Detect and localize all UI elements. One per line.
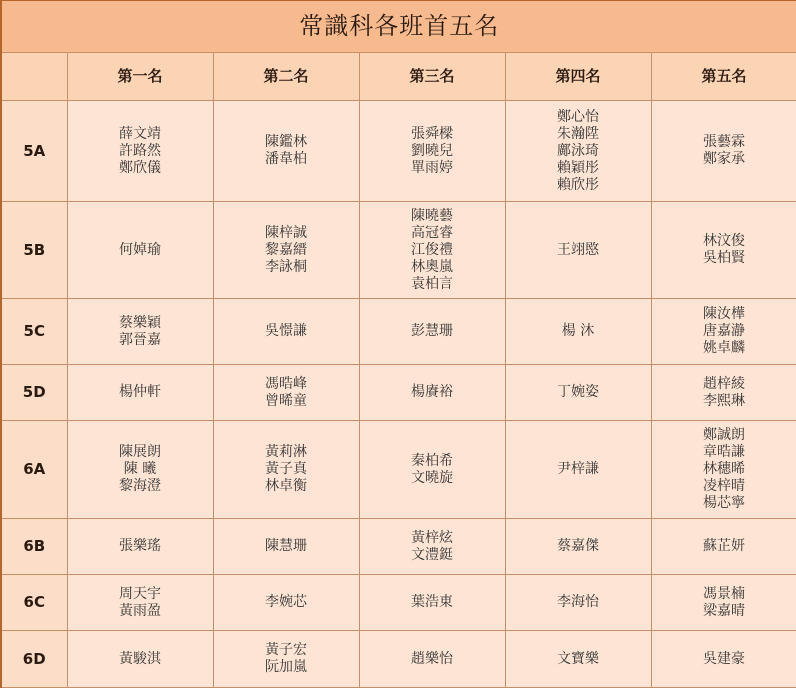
student-name: 賴欣彤 xyxy=(506,177,651,194)
student-name: 李海怡 xyxy=(506,594,651,611)
student-name: 林卓衡 xyxy=(214,478,359,495)
class-label: 6A xyxy=(1,421,67,519)
student-name: 周天宇 xyxy=(68,586,213,603)
rank-cell xyxy=(505,299,651,365)
student-name: 鄭誠朗 xyxy=(652,427,796,444)
student-name: 吳憬謙 xyxy=(214,323,359,340)
student-name: 葉浩東 xyxy=(360,594,505,611)
student-name: 單雨婷 xyxy=(360,160,505,177)
student-name: 黎海澄 xyxy=(68,478,213,495)
rank-cell xyxy=(359,421,505,519)
class-label: 5D xyxy=(1,365,67,421)
student-name: 黃駿淇 xyxy=(68,651,213,668)
student-name: 陳鑑林 xyxy=(214,134,359,151)
student-name: 阮加嵐 xyxy=(214,659,359,676)
table-row xyxy=(1,631,796,688)
rank-cell xyxy=(651,202,796,299)
student-name: 尹梓謙 xyxy=(506,461,651,478)
student-name: 趙梓綾 xyxy=(652,376,796,393)
student-name: 許路然 xyxy=(68,143,213,160)
student-name: 楊芯寧 xyxy=(652,495,796,512)
rank-cell xyxy=(67,365,213,421)
rank-cell xyxy=(505,202,651,299)
student-name: 林奧嵐 xyxy=(360,259,505,276)
table-row xyxy=(1,299,796,365)
student-name: 曾晞童 xyxy=(214,393,359,410)
rank-cell xyxy=(505,519,651,575)
rank-cell xyxy=(359,299,505,365)
student-name: 吳柏賢 xyxy=(652,250,796,267)
student-name: 何婥瑜 xyxy=(68,242,213,259)
rank-cell xyxy=(359,365,505,421)
student-name: 馮晧峰 xyxy=(214,376,359,393)
rank-cell xyxy=(213,365,359,421)
student-name: 文曉旋 xyxy=(360,470,505,487)
class-label: 6B xyxy=(1,519,67,575)
rank-cell xyxy=(505,421,651,519)
student-name: 陳曉藝 xyxy=(360,208,505,225)
student-name: 黎嘉縉 xyxy=(214,242,359,259)
student-name: 鄺泳琦 xyxy=(506,143,651,160)
student-name: 凌梓晴 xyxy=(652,478,796,495)
rank-cell xyxy=(651,365,796,421)
student-name: 黃子真 xyxy=(214,461,359,478)
header-corner-cell xyxy=(1,53,67,101)
header-rank-3: 第三名 xyxy=(359,53,505,101)
student-name: 黃莉淋 xyxy=(214,444,359,461)
student-name: 陳展朗 xyxy=(68,444,213,461)
class-label: 6D xyxy=(1,631,67,688)
student-name: 蘇芷妍 xyxy=(652,538,796,555)
student-name: 黃梓炫 xyxy=(360,530,505,547)
student-name: 丁婉姿 xyxy=(506,384,651,401)
student-name: 黃雨盈 xyxy=(68,603,213,620)
rank-cell xyxy=(651,519,796,575)
student-name: 陳汝樺 xyxy=(652,306,796,323)
rank-cell xyxy=(651,101,796,202)
student-name: 彭慧珊 xyxy=(360,323,505,340)
student-name: 王翊愍 xyxy=(506,242,651,259)
student-name: 蔡嘉傑 xyxy=(506,538,651,555)
student-name: 張舜樑 xyxy=(360,126,505,143)
student-name: 秦柏希 xyxy=(360,453,505,470)
student-name: 章晧謙 xyxy=(652,444,796,461)
student-name: 李熙琳 xyxy=(652,393,796,410)
student-name: 鄭欣儀 xyxy=(68,160,213,177)
rank-cell xyxy=(359,631,505,688)
rank-cell xyxy=(67,519,213,575)
student-name: 蔡樂穎 xyxy=(68,315,213,332)
student-name: 李詠桐 xyxy=(214,259,359,276)
table-row xyxy=(1,202,796,299)
header-rank-5: 第五名 xyxy=(651,53,796,101)
student-name: 鄭家承 xyxy=(652,151,796,168)
student-name: 張藝霖 xyxy=(652,134,796,151)
table-row xyxy=(1,519,796,575)
header-rank-4: 第四名 xyxy=(505,53,651,101)
student-name: 林汶俊 xyxy=(652,233,796,250)
rank-cell xyxy=(359,519,505,575)
student-name: 袁柏言 xyxy=(360,276,505,293)
header-rank-2: 第二名 xyxy=(213,53,359,101)
student-name: 林穗晞 xyxy=(652,461,796,478)
rank-cell xyxy=(67,631,213,688)
rank-cell xyxy=(359,575,505,631)
student-name: 文寶樂 xyxy=(506,651,651,668)
student-name: 文澧鋌 xyxy=(360,547,505,564)
rank-cell xyxy=(213,299,359,365)
class-label: 5A xyxy=(1,101,67,202)
header-row xyxy=(1,53,796,101)
student-name: 陳梓誠 xyxy=(214,225,359,242)
rank-cell xyxy=(359,101,505,202)
student-name: 劉曉兒 xyxy=(360,143,505,160)
rank-cell xyxy=(651,631,796,688)
student-name: 姚卓麟 xyxy=(652,340,796,357)
table-row xyxy=(1,101,796,202)
rank-cell xyxy=(67,101,213,202)
rank-cell xyxy=(213,575,359,631)
student-name: 潘韋柏 xyxy=(214,151,359,168)
rank-cell xyxy=(651,421,796,519)
student-name: 唐嘉瀞 xyxy=(652,323,796,340)
student-name: 黃子宏 xyxy=(214,642,359,659)
student-name: 薛文靖 xyxy=(68,126,213,143)
student-name: 吳建豪 xyxy=(652,651,796,668)
rank-cell xyxy=(505,575,651,631)
rank-cell xyxy=(67,421,213,519)
rank-cell xyxy=(505,365,651,421)
table-title: 常識科各班首五名 xyxy=(1,1,796,53)
table-row xyxy=(1,575,796,631)
class-label: 5C xyxy=(1,299,67,365)
rank-cell xyxy=(213,202,359,299)
rank-cell xyxy=(651,575,796,631)
student-name: 賴穎彤 xyxy=(506,160,651,177)
student-name: 高冠睿 xyxy=(360,225,505,242)
rank-cell xyxy=(213,101,359,202)
class-label: 6C xyxy=(1,575,67,631)
rank-cell xyxy=(505,631,651,688)
student-name: 鄭心怡 xyxy=(506,109,651,126)
student-name: 張樂瑤 xyxy=(68,538,213,555)
rank-cell xyxy=(213,631,359,688)
header-rank-1: 第一名 xyxy=(67,53,213,101)
rank-cell xyxy=(213,421,359,519)
rank-cell xyxy=(505,101,651,202)
student-name: 楊仲軒 xyxy=(68,384,213,401)
student-name: 郭晉嘉 xyxy=(68,332,213,349)
rank-cell xyxy=(213,519,359,575)
table-row xyxy=(1,421,796,519)
student-name: 李婉芯 xyxy=(214,594,359,611)
student-name: 朱瀚陞 xyxy=(506,126,651,143)
student-name: 楊賡裕 xyxy=(360,384,505,401)
student-name: 馮景楠 xyxy=(652,586,796,603)
rank-cell xyxy=(651,299,796,365)
student-name: 陳慧珊 xyxy=(214,538,359,555)
rank-cell xyxy=(67,575,213,631)
table-row xyxy=(1,365,796,421)
student-name: 趙樂怡 xyxy=(360,651,505,668)
rank-cell xyxy=(67,299,213,365)
student-name: 梁嘉晴 xyxy=(652,603,796,620)
rank-cell xyxy=(67,202,213,299)
rank-cell xyxy=(359,202,505,299)
student-name: 楊 沐 xyxy=(506,323,651,340)
student-name: 江俊禮 xyxy=(360,242,505,259)
class-label: 5B xyxy=(1,202,67,299)
student-name: 陳 曦 xyxy=(68,461,213,478)
